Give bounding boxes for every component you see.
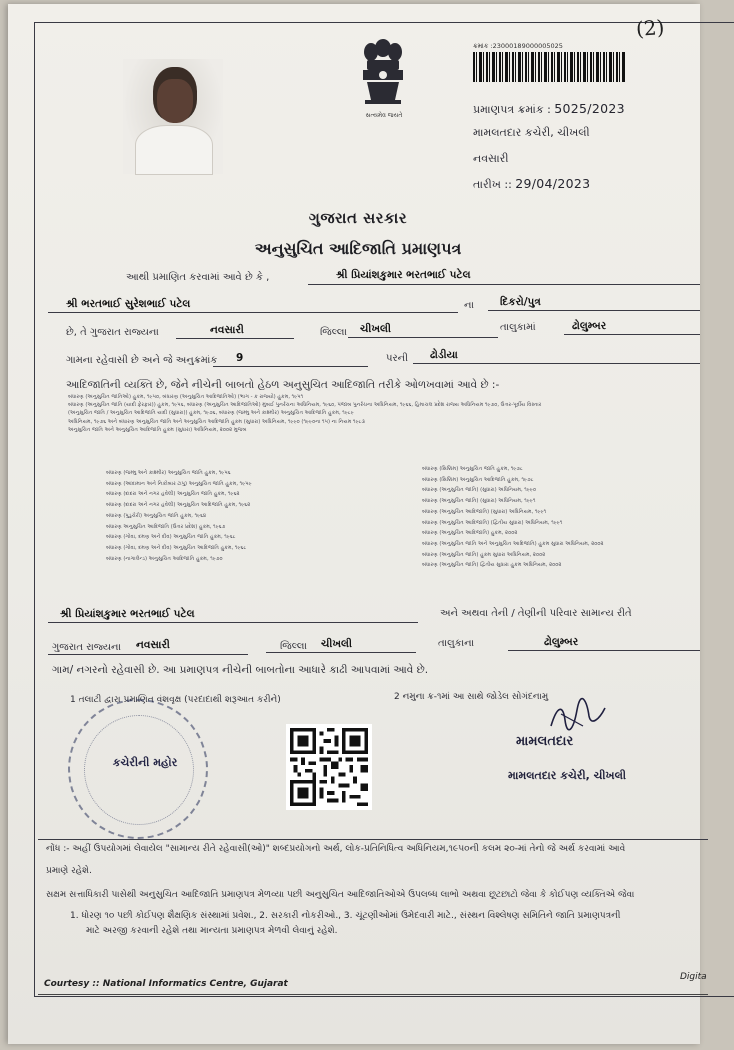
jilla-label-repeat: જિલ્લા	[280, 641, 307, 652]
certificate-title: અનુસુચિત આદિજાતિ પ્રમાણપત્ર	[254, 239, 462, 258]
issue-date-label: તારીખ ::	[473, 178, 512, 191]
signatory-office: મામલતદાર કચેરી, ચીખલી	[508, 769, 627, 782]
parni-label: પરની	[386, 353, 408, 364]
basis-item-1: 1 તલાટી દ્વારા પ્રમાણિત વંશવૃક્ષ (પરદાદાથી શરૂઆત કરીને)	[70, 695, 281, 705]
handwritten-note: (2)	[635, 15, 666, 41]
holder-name-repeat: શ્રી પ્રિયાંશકુમાર ભરતભાઈ પટેલ	[60, 608, 195, 620]
village-repeat: ઢોલુમ્બર	[544, 636, 579, 648]
order-line: બંધારણ (નાગાલેન્ડ) અનુસુચિત આદિજાતિ હુકમ, ૧૯૭૦	[106, 555, 223, 562]
order-line: બંધારણ (દાદરા અને નગર હવેલી) અનુસુચિત આદિજાતિ હુકમ, ૧૯૬૨	[106, 502, 251, 509]
attest-prefix: આથી પ્રમાણિત કરવામાં આવે છે કે ,	[126, 272, 270, 283]
issuing-office: મામલતદાર કચેરી, ચીખલી	[473, 126, 590, 139]
order-line: બંધારણ (સિક્કિમ) અનુસુચિત આદિજાતિ હુકમ, ૧૯૭૮	[422, 476, 534, 483]
note-residence-cont: પ્રમાણે રહેશે.	[46, 866, 92, 876]
order-line: અધિનિયમ, ૧૯૭૬ અને બંધારણ અનુસુચિત જાતિ અને અનુસુચિત આદિજાતિ હુકમ (સુધારા) અધિનિયમ, ૧૯૯૦ (૧૯૯૦ના ૧૫) ના નિયમ ૧૯૮૩	[68, 418, 365, 425]
order-line: બંધારણ (અનુસુચિત આદિજાતિ) (સુધારા) અધિનિયમ, ૧૯૯૧	[422, 508, 547, 515]
order-line: બંધારણ (જમ્મુ અને કાશ્મીર) અનુસુચિત જાતિ હુકમ, ૧૯૫૬	[106, 470, 231, 476]
tribe-name: ઢોડીયા	[430, 349, 458, 361]
order-line: બંધારણ (અનુસુચિત જાતિ) (સુધારા) અધિનિયમ, ૧૯૯૧	[422, 498, 536, 505]
taluka: ચીખલી	[360, 323, 391, 335]
orders-top	[68, 395, 698, 433]
state-prefix: છે, તે ગુજરાત રાજ્યના	[66, 327, 159, 338]
emblem-caption: સત્યમેવ જયતે	[365, 112, 403, 119]
notify-line: આદિજાતિની વ્યક્તિ છે, જેને નીચેની બાબતો હેઠળ અનુસુચિત આદિજાતિ તરીકે ઓળખવામાં આવે છે :-	[66, 379, 500, 391]
government-title: ગુજરાત સરકાર	[308, 209, 408, 227]
office-seal-label: કચેરીની મહોર	[112, 756, 178, 769]
signature	[543, 696, 613, 736]
order-line: બંધારણ (સિક્કિમ) અનુસુચિત જાતિ હુકમ, ૧૯૭૮	[422, 466, 523, 472]
order-line: બંધારણ અનુસુચિત આદિજાતિ (ઉત્તર પ્રદેશ) હુકમ, ૧૯૬૭	[106, 523, 226, 530]
father-name: શ્રી ભરતભાઈ સુરેશભાઈ પટેલ	[66, 298, 191, 310]
barcode	[473, 52, 625, 82]
footer-rule	[38, 994, 708, 995]
footer-courtesy: Courtesy :: National Informatics Centre, Gujarat	[44, 979, 288, 989]
gam-prefix: ગામના રહેવાસી છે અને જે અનુક્રમાંક	[66, 355, 218, 366]
certificate-number: 5025/2023	[554, 101, 625, 116]
issue-date: 29/04/2023	[515, 176, 591, 191]
order-line: અનુસુચિત જાતિ અને અનુસુચિત આદિજાતિ હુકમ (સુધારા) અધિનિયમ, ૨૦૦૨ મુજબ	[68, 426, 247, 433]
note-benefits-apply: માટે અરજી કરવાની રહેશે તથા માન્યતા પ્રમાણપત્ર મેળવી લેવાનું રહેશે.	[86, 926, 338, 936]
order-line: બંધારણ (ગોવા, દમણ અને દીવ) અનુસુચિત આદિજાતિ હુકમ, ૧૯૬૮	[106, 544, 247, 551]
basis-intro: ગામ/ નગરનો રહેવાસી છે. આ પ્રમાણપત્ર નીચેની બાબતોના આધારે કાઢી આપવામાં આવે છે.	[52, 664, 429, 676]
issue-date-row	[473, 176, 590, 192]
order-line: બંધારણ (અનુસુચિત જાતિ) (સુધારા) અધિનિયમ, ૧૯૯૦	[422, 487, 537, 494]
order-line: બંધારણ (આંદામાન અને નિકોબાર ટાપુ) અનુસુચિત જાતિ હુકમ, ૧૯૫૯	[106, 480, 252, 487]
orders-right	[422, 467, 698, 569]
issuing-district: નવસારી	[473, 152, 509, 165]
signatory-title: મામલતદાર	[516, 734, 574, 749]
order-line: બંધારણ (અનુસુચિત જાતિ અને અનુસુચિત આદિજાતિ) હુકમ સુધારા અધિનિયમ, ૨૦૦૨	[422, 540, 604, 547]
note-benefits: સક્ષમ સત્તાધિકારી પાસેથી અનુસુચિત આદિજાતિ પ્રમાણપત્ર મેળવ્યા પછી અનુસુચિત આદિજાતિઓએ ઉપલબ્ધ લાભો અથવા છૂટછાટો જેવા કે કોઈપણ વ્યક્તિએ જેવા	[46, 890, 635, 900]
serial-number: 9	[236, 352, 244, 364]
district: નવસારી	[210, 324, 244, 336]
certificate-number-row	[473, 101, 625, 117]
order-line: (અનુસુચિત જાતિ / અનુસુચિત આદિજાતિ યાદી (સુધારા)) હુકમ, ૧૯૭૬, બંધારણ (જમ્મુ અને કાશ્મીર) અનુસુચિત આદિજાતિ હુકમ, ૧૯૮૯	[68, 410, 354, 417]
holder-name: શ્રી પ્રિયાંશકુમાર ભરતભાઈ પટેલ	[336, 269, 471, 281]
certificate-sheet	[8, 4, 707, 1044]
jilla-label: જિલ્લા	[320, 327, 347, 338]
state-prefix-repeat: ગુજરાત રાજ્યના	[52, 642, 121, 653]
district-repeat: નવસારી	[136, 639, 170, 651]
village: ઢોલુમ્બર	[572, 320, 607, 332]
order-line: બંધારણ (ગોવા, દમણ અને દીવ) અનુસુચિત જાતિ હુકમ, ૧૯૬૮	[106, 534, 236, 541]
certificate-number-label: પ્રમાણપત્ર ક્રમાંક :	[473, 103, 551, 116]
note-residence: નોંધ :- અહીં ઉપયોગમાં લેવાયેલ "સામાન્ય રીતે રહેવાસી(ઓ)" શબ્દપ્રયોગનો અર્થ, લોક-પ્રતિનિધિત્વ અધિનિયમ,૧૯૫૦ની કલમ ૨૦-માં તેનો જે અર્થ કરવામાં આવે	[46, 844, 626, 854]
relation-label: ના	[464, 300, 474, 311]
order-line: બંધારણ (અનુસુચિત આદિજાતિ) (દ્વિતીય સુધારા) અધિનિયમ, ૧૯૯૧	[422, 519, 563, 526]
footer-right-text: Digita	[680, 972, 707, 982]
relation: દિકરો/પુત્ર	[500, 296, 541, 308]
order-line: બંધારણ (દાદરા અને નગર હવેલી) અનુસુચિત જાતિ હુકમ, ૧૯૬૨	[106, 491, 240, 498]
barcode-number: ક્રમાંક :23000189000005025	[473, 42, 563, 50]
taluka-label: તાલુકામાં	[500, 322, 536, 333]
orders-left	[106, 471, 406, 562]
order-line: બંધારણ (અનુસુચિત આદિજાતિ) હુકમ, ૨૦૦૨	[422, 530, 518, 537]
national-emblem-icon	[353, 34, 413, 114]
order-line: બંધારણ (અનુસુચિત જાતિ (યાદી ફેરફાર)) હુકમ, ૧૯૫૬, બંધારણ (અનુસુચિત આદિજાતિઓ) મુંબઈ પુનર્રચના અધિનિયમ, ૧૯૬૦, પંજાબ પુનર્રચના અધિનિયમ, ૧૯૬૬, હિમાચલ પ્રદેશ રાજ્ય અધિનિયમ ૧૯૭૦, ઉત્તર-પૂર્વીય વિસ્તાર	[68, 402, 542, 409]
order-line: બંધારણ (પુડુચેરી) અનુસુચિત જાતિ હુકમ, ૧૯૬૪	[106, 512, 207, 519]
basis-item-2: 2 નમુના ક્ર-૧માં આ સાથે જોડેલ સોગંદનામુ	[394, 692, 549, 702]
taluka-repeat: ચીખલી	[321, 638, 352, 650]
taluka-label-repeat: તાલુકાના	[438, 638, 475, 649]
order-line: બંધારણ (અનુસુચિત જાતિ) દ્વિતીય સુધારા હુકમ અધિનિયમ, ૨૦૦૨	[422, 562, 562, 569]
qr-code	[286, 724, 372, 810]
note-benefits-list: 1. ધોરણ ૧૦ પછી કોઈપણ શૈક્ષણિક સંસ્થામાં પ્રવેશ., 2. સરકારી નોકરીઓ., 3. ચૂંટણીઓમાં ઉમેદવારી માટે., સંસ્થન વિશ્લેષણ સમિતિને જાતિ પ્રમાણપત્રની	[70, 911, 621, 921]
order-line: બંધારણ (અનુસુચિત જાતિ) હુકમ સુધારા અધિનિયમ, ૨૦૦૨	[422, 551, 546, 558]
family-residence-text: અને અથવા તેની / તેણીની પરિવાર સામાન્ય રીતે	[440, 608, 632, 619]
holder-photo	[123, 59, 223, 174]
order-line: બંધારણ (અનુસુચિત જાતિઓ) હુકમ, ૧૯૫૦, બંધારણ (અનુસુચિત આદિજાતિઓ) (ભાગ - ક રાજ્યો) હુકમ, ૧૯૫૧	[68, 394, 304, 400]
